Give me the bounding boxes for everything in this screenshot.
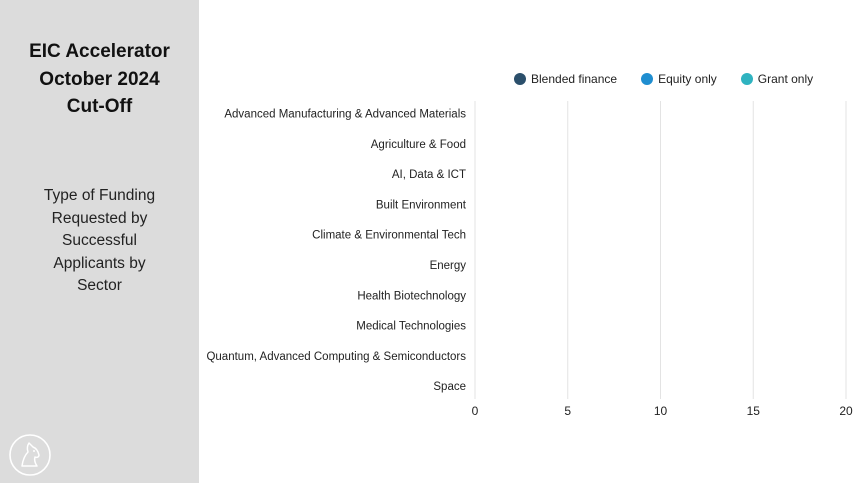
category-label: Space: [433, 381, 466, 394]
x-tick-label: 10: [653, 404, 668, 418]
category-label: AI, Data & ICT: [391, 169, 466, 182]
category-label: Agriculture & Food: [370, 138, 466, 151]
category-label: Quantum, Advanced Computing & Semiconductors: [206, 350, 466, 363]
x-tick-label: 15: [746, 404, 760, 418]
legend-label: Grant only: [757, 72, 814, 86]
x-tick-label: 5: [564, 404, 572, 418]
title-line: Cut-Off: [66, 96, 133, 117]
subtitle-line: Successful: [62, 232, 137, 249]
category-label: Energy: [429, 260, 466, 272]
subtitle-line: Requested by: [51, 209, 148, 227]
subtitle-line: Sector: [77, 277, 122, 294]
category-label: Advanced Manufacturing & Advanced Materials: [224, 108, 466, 121]
subtitle-line: Applicants by: [53, 254, 146, 272]
legend-label: Equity only: [658, 72, 717, 86]
legend-label: Blended finance: [531, 72, 618, 86]
category-label: Health Biotechnology: [357, 290, 466, 303]
x-tick-label: 20: [839, 404, 853, 418]
x-tick-label: 0: [471, 404, 479, 418]
category-label: Built Environment: [375, 199, 466, 212]
category-label: Climate & Environmental Tech: [312, 229, 466, 242]
subtitle-line: Type of Funding: [43, 187, 156, 204]
category-label: Medical Technologies: [356, 320, 466, 333]
title-line: EIC Accelerator: [29, 41, 170, 62]
title-line: October 2024: [39, 68, 160, 90]
